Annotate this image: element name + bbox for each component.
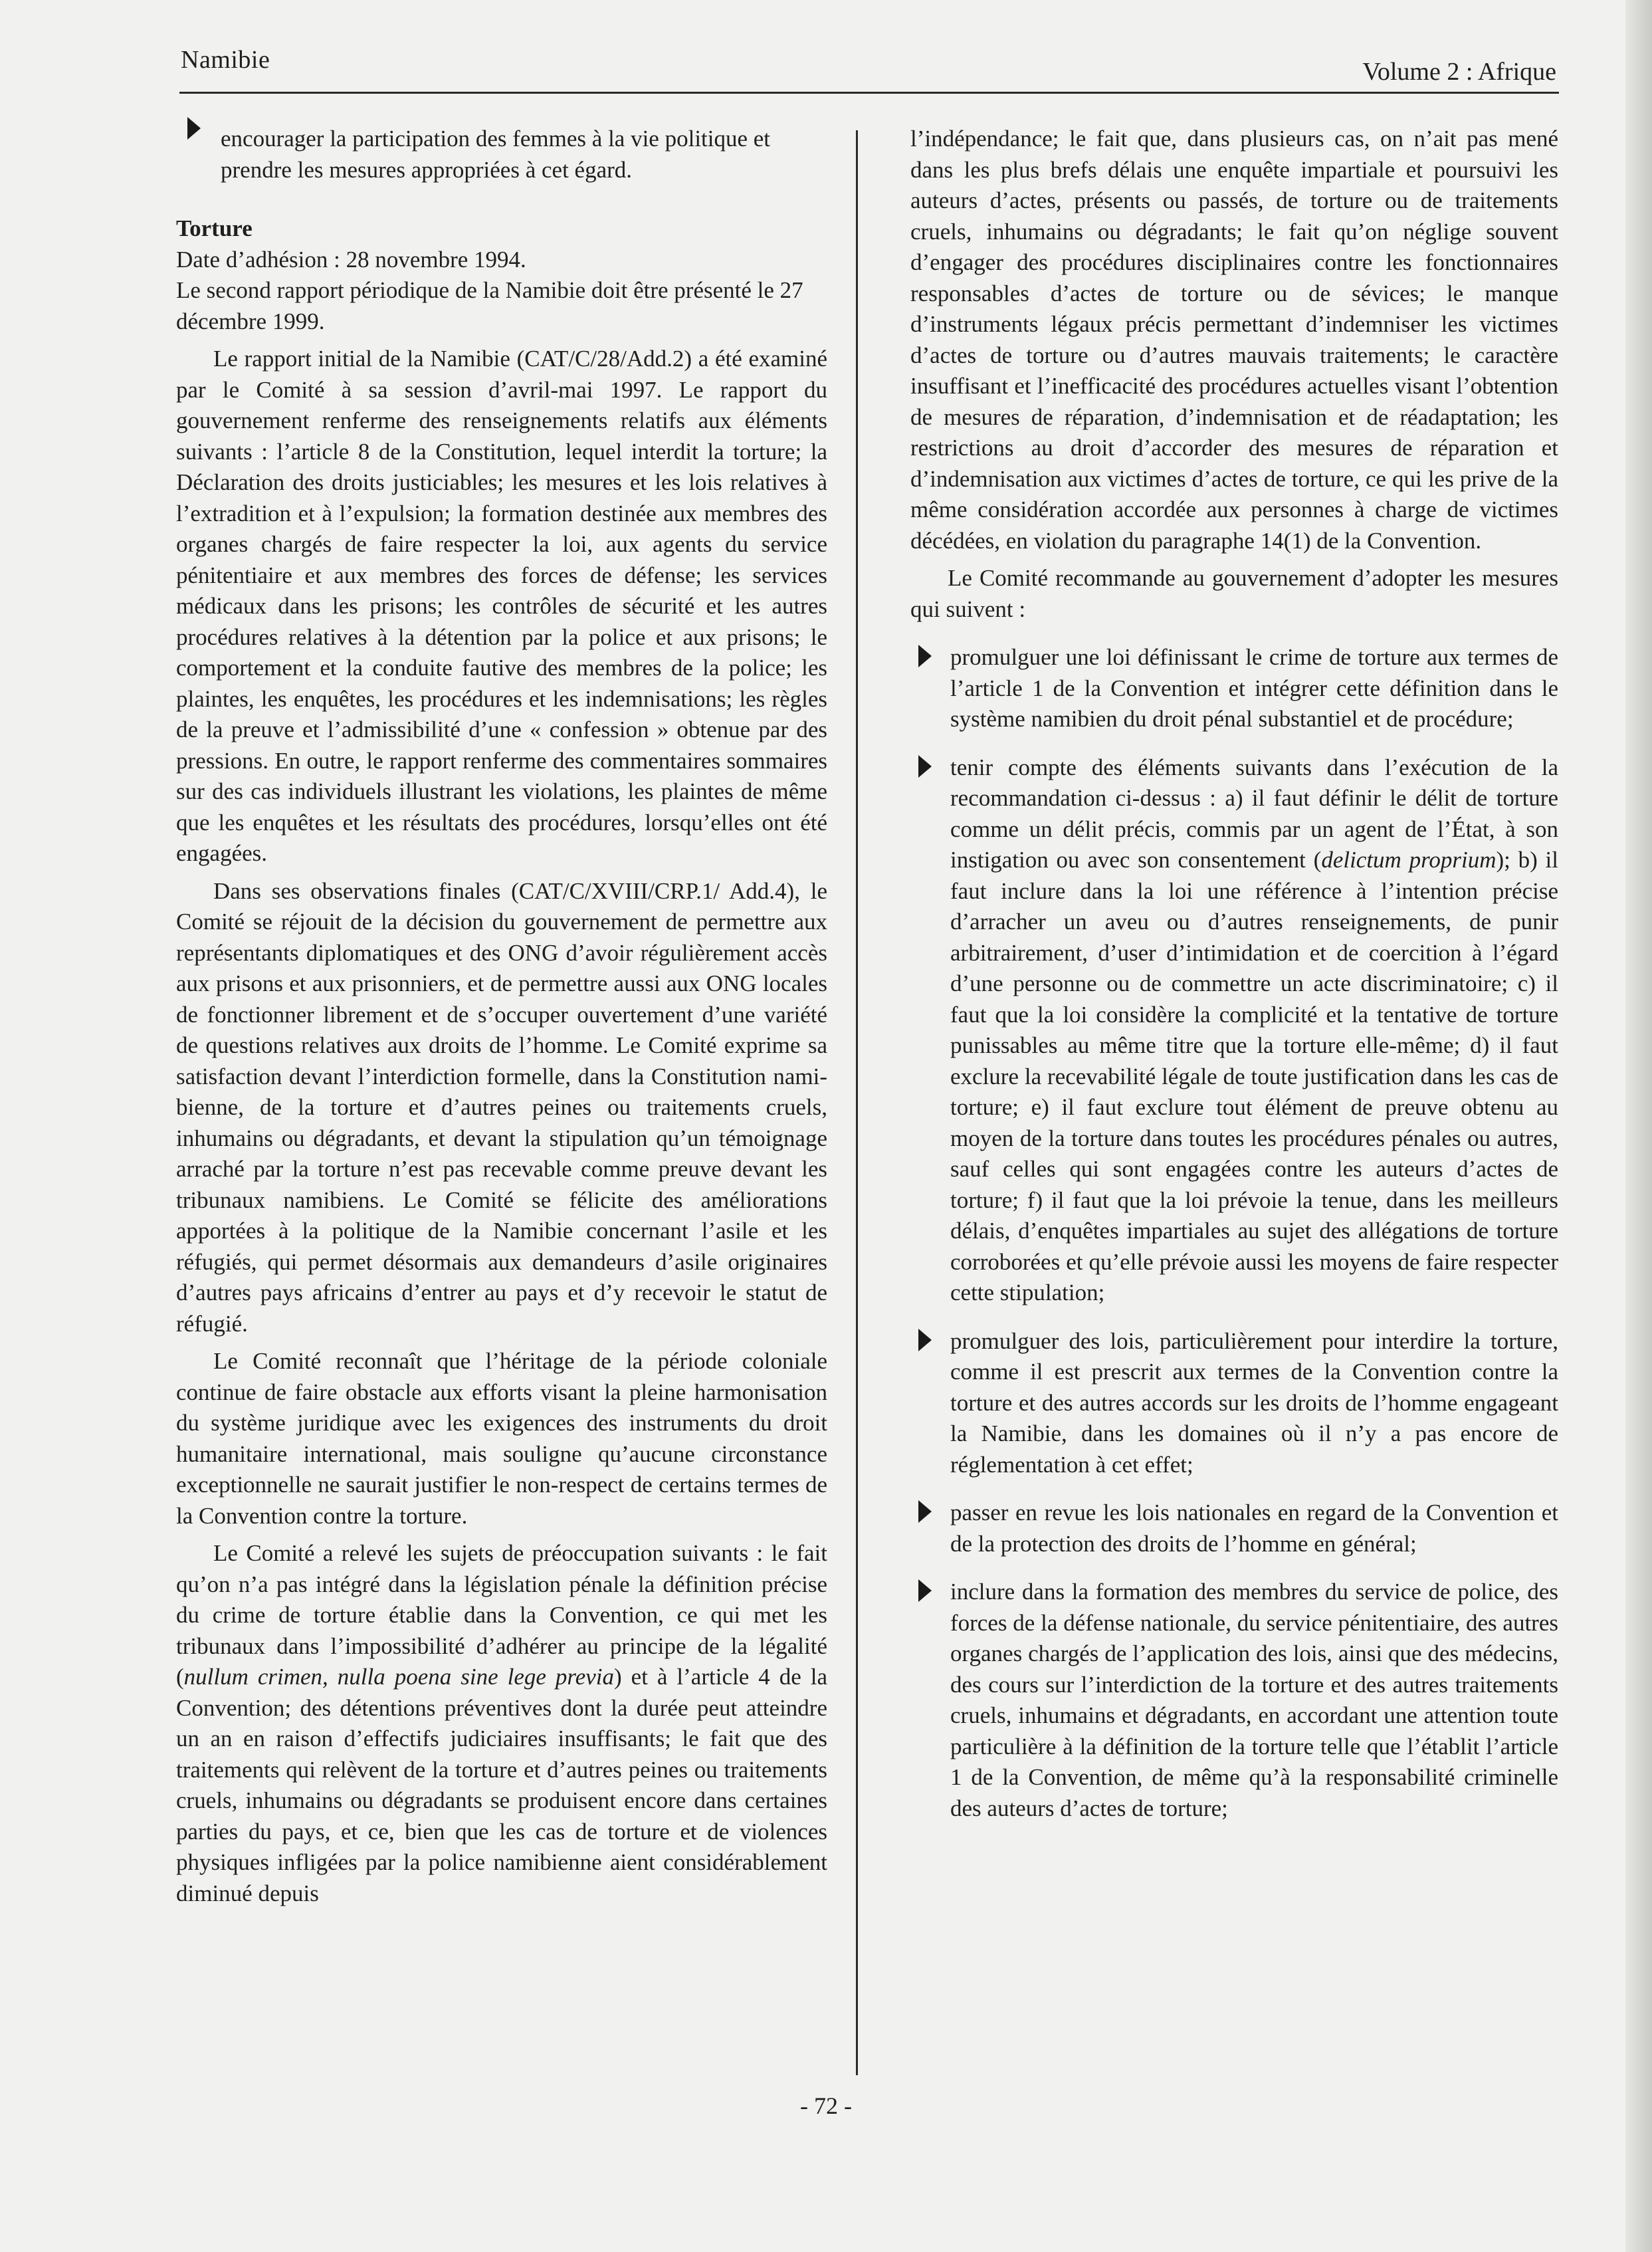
recommendations-intro: Le Comité recommande au gouvernement d’adopter les mesures qui suivent : bbox=[910, 565, 1558, 622]
bullet-arrow-icon bbox=[187, 117, 201, 140]
section-heading-torture: Torture bbox=[176, 215, 253, 241]
recommendation-text: promulguer des lois, particulièrement pour interdire la torture, comme il est prescrit aux termes de la Convention contre la torture et des autres accords sur les droits de l’homme engageant la Namibie, dans les domaines où il n’y a pas encore de réglementation à cet effet; bbox=[950, 1327, 1558, 1478]
bullet-arrow-icon bbox=[918, 645, 932, 667]
left-column bbox=[176, 124, 827, 1909]
running-header-country: Namibie bbox=[181, 46, 270, 74]
paragraph-concerns-continued: l’indépendance; le fait que, dans plusieurs cas, on n’ait pas mené dans les plus brefs délais une enquête impartiale et poursuivi les auteurs d’actes, présents ou passés, de torture ou de traitements cruels, inhumains ou dégradants; le fait qu’on néglige souvent d’engager des procédures disciplinaires contre les fonctionnaires responsables d’actes de torture ou de sévices; le manque d’instruments légaux précis permettant d’indemniser les victimes d’actes de torture ou d’autres mauvais traitements; le caractère insuffisant et l’inefficacité des procédures actuelles visant l’obtention de mesures de réparation, d’indemnisation et de réadaptation; les restrictions au droit d’accorder des mesures de réparation et d’indemnisation aux victimes d’actes de torture, ce qui les prive de la même considération accordée aux personnes à charge de victimes décédées, en violation du paragraphe 14(1) de la Convention. bbox=[910, 126, 1558, 554]
recommendation-text bbox=[950, 752, 1558, 1309]
paragraph-colonial-heritage: Le Comité reconnaît que l’héritage de la période coloniale continue de faire obstacle aux efforts visant la pleine harmonisation du système juridique avec les exigences des instruments du droit humanitaire international, mais souligne qu’aucune circonstance exceptionnelle ne saurait justifier le non-respect de certains termes de la Convention contre la torture. bbox=[176, 1348, 827, 1529]
header-rule bbox=[179, 92, 1559, 94]
recommendation-item bbox=[910, 1498, 1558, 1559]
paragraph-initial-report: Le rapport initial de la Namibie (CAT/C/28/Add.2) a été examiné par le Comité à sa session d’avril-mai 1997. Le rapport du gouvernement renferme des renseignements relatifs aux éléments suivants : l’article 8 de la Constitution, lequel interdit la torture; la Déclaration des droits justiciables; les mesures et les lois relatives à l’extradition et à l’expulsion; la formation destinée aux membres des organes chargés de faire respecter la loi, aux agents du service pénitentiaire et aux membres des forces de défense; les services médicaux dans les prisons; les contrôles de sécurité et les autres procédures relatives à la détention par la police et aux prisons; le comportement et la conduite fautive des membres de la police; les plaintes, les enquêtes, les procédures et les indemnisations; les règles de la preuve et l’admissibilité d’une « confession » obtenue par des pressions. En outre, le rapport renferme des commentaires sommaires sur des cas individuels illustrant les violations, les plaintes de même que les enquêtes et les résultats des procédures, lorsqu’elles ont été engagées. bbox=[176, 346, 827, 866]
paragraph-concerns bbox=[176, 1538, 827, 1909]
recommendation-item bbox=[910, 752, 1558, 1309]
recommendation-item bbox=[910, 1577, 1558, 1824]
scan-edge bbox=[1625, 0, 1652, 2252]
paragraph-observations: Dans ses observations finales (CAT/C/XVIII/CRP.1/ Add.4), le Comité se réjouit de la décision du gouvernement de permettre aux représentants diplomatiques et des ONG d’avoir régulièrement accès aux prisons et aux prisonniers, et de permettre aussi aux ONG locales de fonctionner librement et de s’occuper ouvertement d’une variété de questions relatives aux droits de l’homme. Le Comité exprime sa satisfaction devant l’interdiction formelle, dans la Constitution namibienne, de la torture et d’autres peines ou traitements cruels, inhumains ou dégradants, et devant la stipulation qu’un témoignage arraché par la torture n’est pas recevable comme preuve devant les tribunaux namibiens. Le Comité se félicite des améliorations apportées à la politique de la Namibie concernant l’asile et les réfugiés, qui permet désormais aux demandeurs d’asile originaires d’autres pays africains d’entrer au pays et d’y recevoir le statut de réfugié. bbox=[176, 877, 827, 1337]
concerns-text-end: ) et à l’article 4 de la Convention; des détentions préventives dont la durée peut atteindre un an en raison d’effectifs judiciaires insuffisants; le fait que des traitements qui relèvent de la torture et d’autres peines ou traitements cruels, inhumains ou dégradants se produisent encore dans certaines parties du pays, et ce, bien que les cas de torture et de violences physiques infligées par la police namibienne aient considérablement diminué depuis bbox=[176, 1664, 827, 1906]
bullet-arrow-icon bbox=[918, 1329, 932, 1351]
recommendation-text: passer en revue les lois nationales en regard de la Convention et de la protection des droits de l’homme en général; bbox=[950, 1500, 1558, 1557]
bullet-arrow-icon bbox=[918, 1579, 932, 1602]
recommendation-text-start: tenir compte des éléments suivants dans l’exécution de la recommandation ci-dessus : a) il faut définir le délit de torture comme un délit précis, commis par un agent de l’État, à son instigation ou avec son consentement ( bbox=[950, 754, 1558, 873]
report-due-date: Le second rapport périodique de la Namibie doit être présenté le 27 décembre 1999. bbox=[176, 277, 803, 334]
recommendation-item bbox=[910, 642, 1558, 735]
bullet-item-participation bbox=[176, 124, 827, 185]
accession-date: Date d’adhésion : 28 novembre 1994. bbox=[176, 246, 526, 273]
right-column bbox=[910, 124, 1558, 1841]
column-divider bbox=[856, 130, 858, 2075]
bullet-arrow-icon bbox=[918, 1500, 932, 1523]
bullet-arrow-icon bbox=[918, 755, 932, 778]
recommendation-text: inclure dans la formation des membres du service de police, des forces de la défense nationale, du service pénitentiaire, des autres organes chargés de l’application des lois, ainsi que des médecins, des cours sur l’interdiction de la torture et des autres traitements cruels, inhumains et dégradants, en accordant une attention toute particulière à la définition de la torture telle que l’établit l’article 1 de la Convention, de même qu’à la responsabilité criminelle des auteurs d’actes de torture; bbox=[950, 1579, 1558, 1821]
running-header-volume: Volume 2 : Afrique bbox=[1362, 58, 1556, 86]
concerns-text-start: Le Comité a relevé les sujets de préoccupation suivants : le fait qu’on n’a pas intégré dans la législation pénale la définition précise du crime de torture établie dans la Convention, ce qui met les tribunaux dans l’impossibilité d’adhérer au principe de la légalité ( bbox=[176, 1540, 827, 1690]
page-number: - 72 - bbox=[800, 2092, 852, 2119]
recommendation-text: promulguer une loi définissant le crime de torture aux termes de l’article 1 de la Convention et intégrer cette définition dans le système namibien du droit pénal substantiel et de procédure; bbox=[950, 644, 1558, 732]
recommendation-item bbox=[910, 1326, 1558, 1481]
bullet-text: encourager la participation des femmes à la vie politique et prendre les mesures appropriées à cet égard. bbox=[221, 126, 771, 183]
latin-term: delictum proprium bbox=[1321, 847, 1497, 873]
recommendation-text-end: ); b) il faut inclure dans la loi une référence à l’intention précise d’arracher un aveu ou d’autres renseignements, de punir arbitrairement, d’user d’intimidation et de coercition à l’égard d’une personne ou de commettre un acte discriminatoire; c) il faut que la loi considère la complicité et la tentative de torture punissables au même titre que la torture elle-même; d) il faut exclure la recevabilité légale de toute justification dans les cas de torture; e) il faut exclure tout élément de preuve obtenu au moyen de la torture dans toutes les procédures pénales ou autres, sauf celles qui sont engagées contre les auteurs d’actes de torture; f) il faut que la loi prévoie la tenue, dans les meilleurs délais, d’enquêtes impartiales au sujet des allégations de torture corroborées et qu’elle prévoie aussi les moyens de faire respecter cette stipulation; bbox=[950, 847, 1559, 1305]
latin-maxim: nullum crimen, nulla poena sine lege previa bbox=[183, 1664, 615, 1690]
